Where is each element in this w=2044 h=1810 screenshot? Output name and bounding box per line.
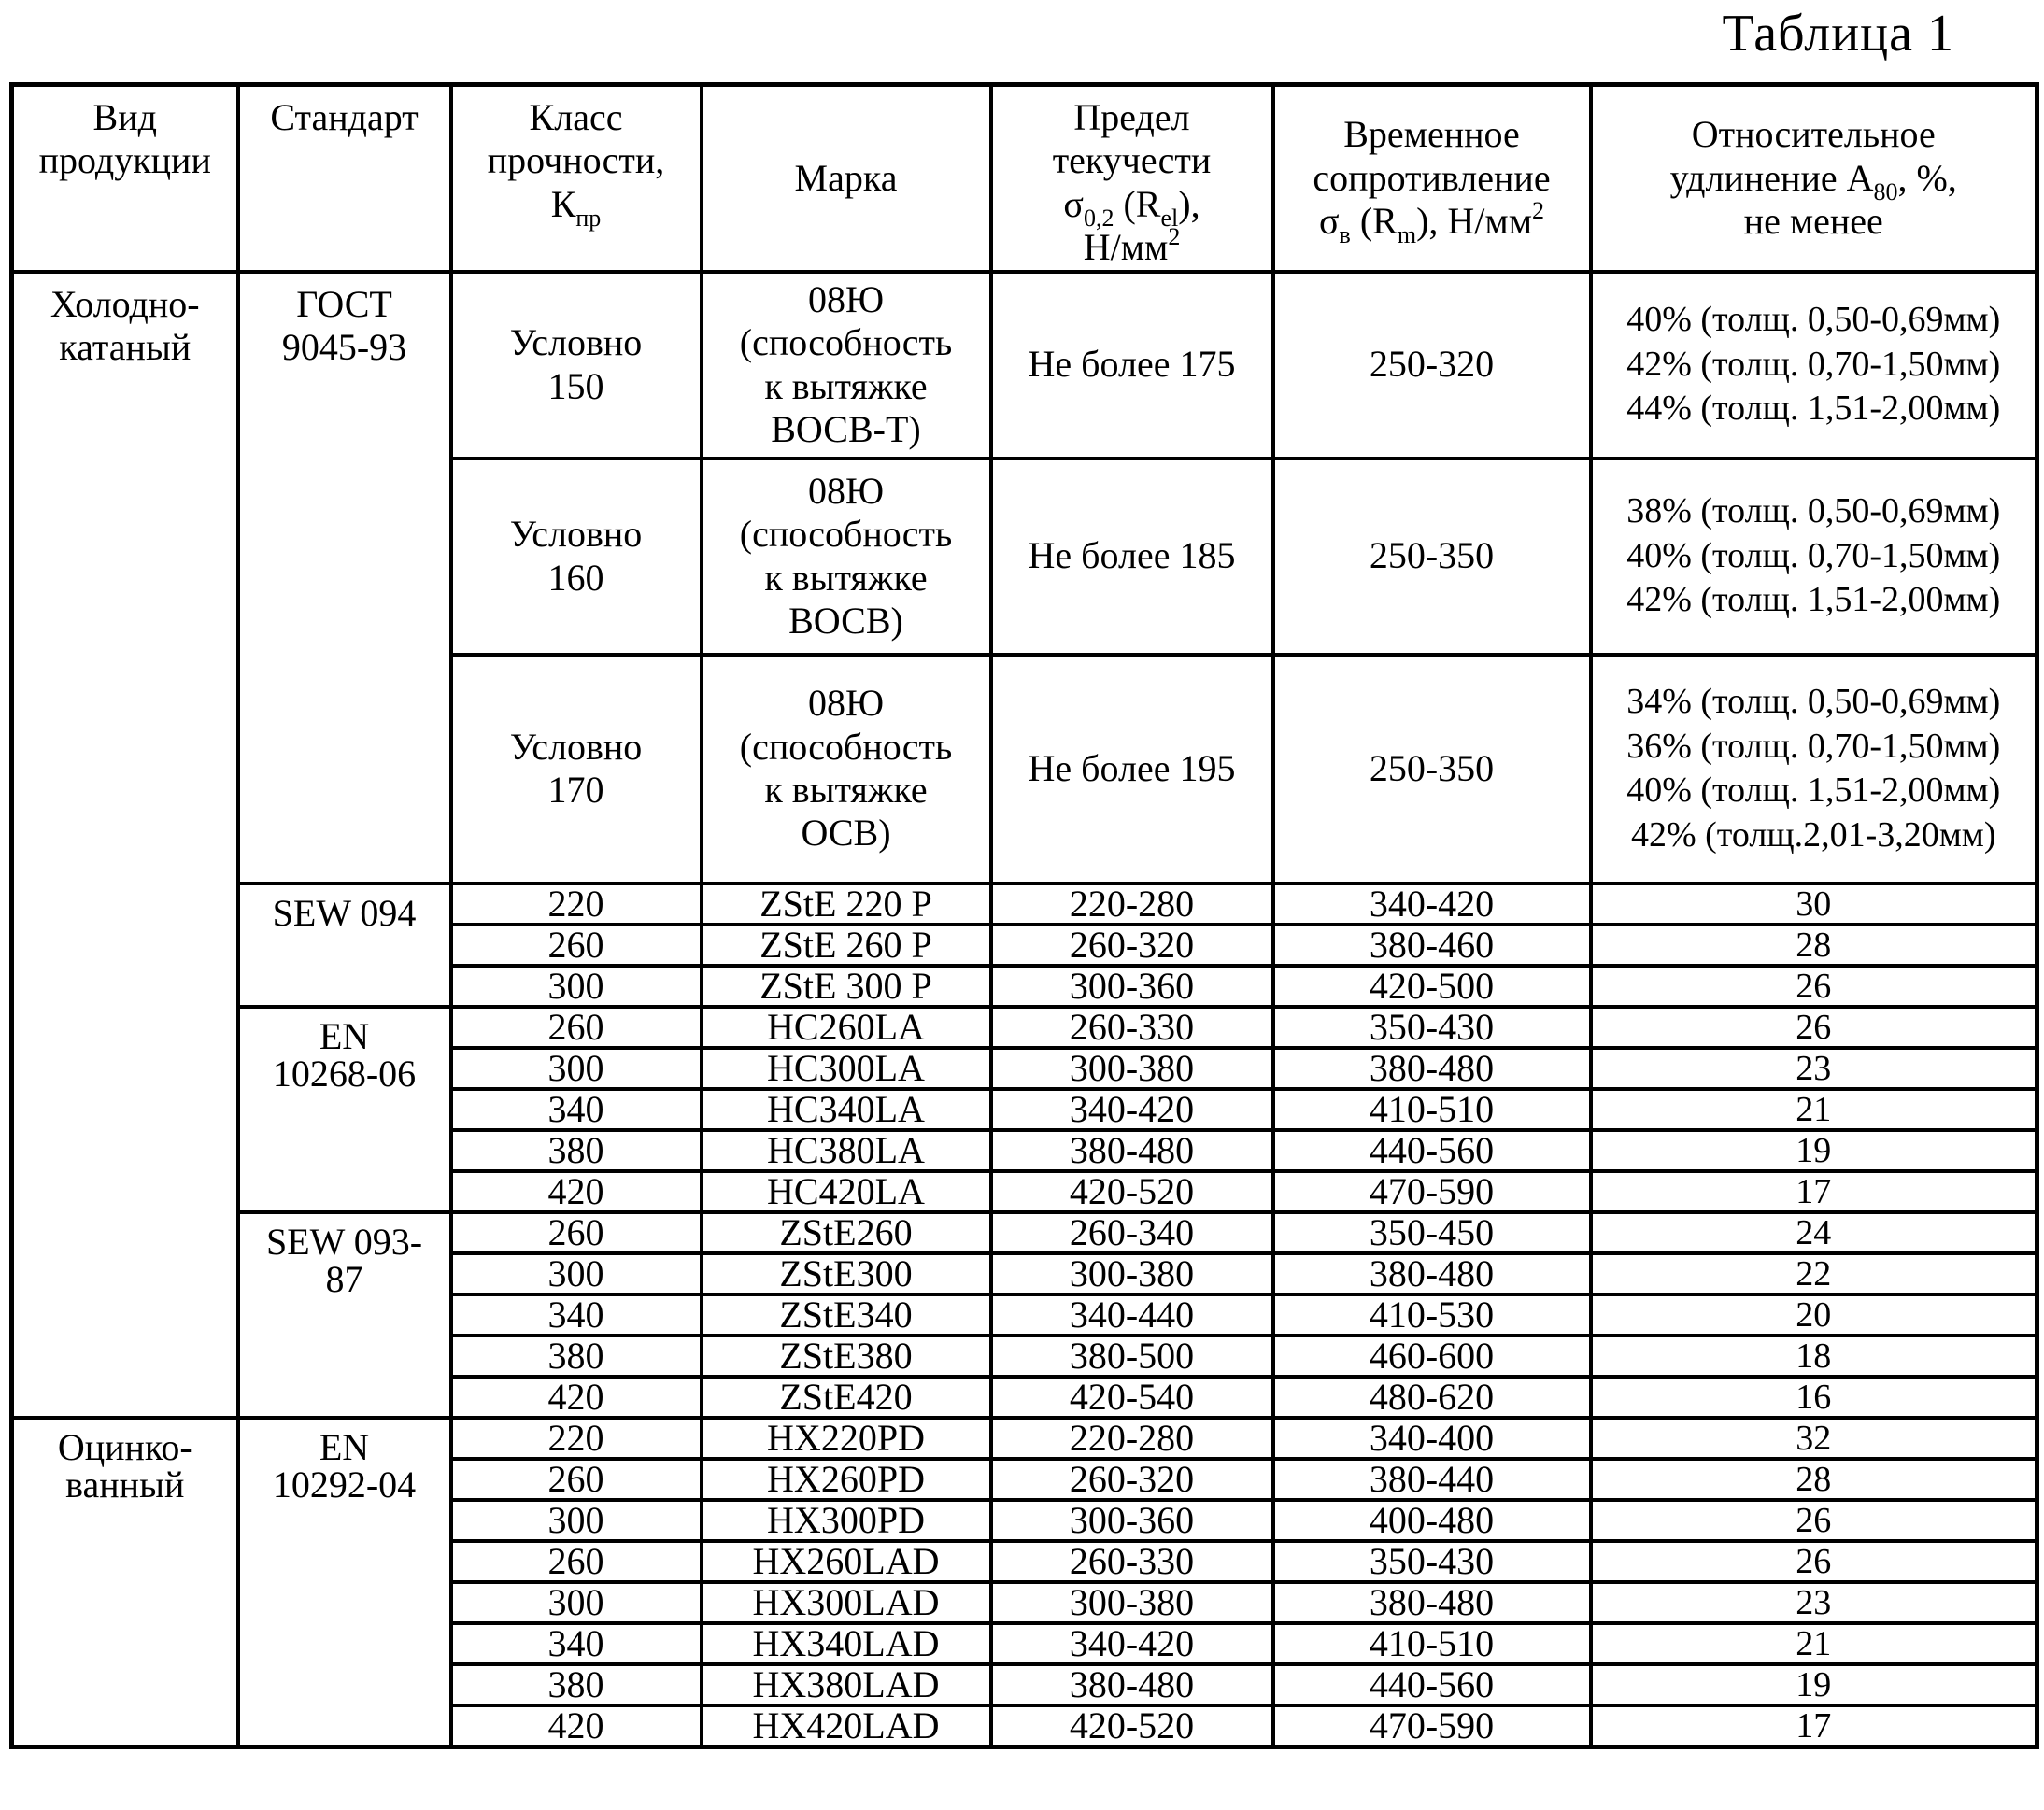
cell-grade: HX220PD xyxy=(702,1418,991,1459)
table-title: Таблица 1 xyxy=(1722,5,1954,63)
cell-yield: Не более 175 xyxy=(991,272,1273,459)
cell-yield: 340-420 xyxy=(991,1089,1273,1130)
cell-strength-class: Условно 150 xyxy=(451,272,702,459)
cell-elongation: 17 xyxy=(1591,1171,2037,1212)
cell-strength-class: 340 xyxy=(451,1089,702,1130)
cell-tensile: 340-420 xyxy=(1273,884,1591,925)
cell-strength-class: 260 xyxy=(451,1541,702,1582)
table-row xyxy=(12,1007,2037,1048)
col-header-strength-class: Класс прочности, $К_{пр}$ xyxy=(451,85,702,272)
cell-yield: 260-320 xyxy=(991,925,1273,966)
cell-tensile: 380-480 xyxy=(1273,1048,1591,1089)
cell-tensile: 250-350 xyxy=(1273,459,1591,655)
cell-elongation: 21 xyxy=(1591,1089,2037,1130)
cell-tensile: 410-510 xyxy=(1273,1089,1591,1130)
cell-grade: HC380LA xyxy=(702,1130,991,1171)
cell-elongation: 20 xyxy=(1591,1294,2037,1336)
col-header-grade: Марка xyxy=(702,85,991,272)
cell-elongation: 38% (толщ. 0,50-0,69мм) 40% (толщ. 0,70-1,50мм) 42% (толщ. 1,51-2,00мм) xyxy=(1591,459,2037,655)
cell-product-type-cold-rolled: Холодно- катаный xyxy=(12,272,238,1418)
cell-tensile: 440-560 xyxy=(1273,1664,1591,1705)
cell-yield: Не более 185 xyxy=(991,459,1273,655)
cell-elongation: 19 xyxy=(1591,1664,2037,1705)
cell-strength-class: 380 xyxy=(451,1130,702,1171)
cell-strength-class: 300 xyxy=(451,1582,702,1623)
cell-strength-class: 340 xyxy=(451,1294,702,1336)
cell-elongation: 26 xyxy=(1591,1007,2037,1048)
cell-elongation: 22 xyxy=(1591,1253,2037,1294)
cell-grade: HX260PD xyxy=(702,1459,991,1500)
cell-grade: HX260LAD xyxy=(702,1541,991,1582)
cell-yield: 340-420 xyxy=(991,1623,1273,1664)
cell-grade: 08Ю (способность к вытяжке ВОСВ) xyxy=(702,459,991,655)
cell-tensile: 380-460 xyxy=(1273,925,1591,966)
cell-tensile: 380-440 xyxy=(1273,1459,1591,1500)
cell-strength-class: 300 xyxy=(451,1048,702,1089)
cell-strength-class: 380 xyxy=(451,1664,702,1705)
cell-tensile: 410-530 xyxy=(1273,1294,1591,1336)
cell-elongation: 28 xyxy=(1591,925,2037,966)
cell-tensile: 420-500 xyxy=(1273,966,1591,1007)
cell-grade: 08Ю (способность к вытяжке ВОСВ-Т) xyxy=(702,272,991,459)
cell-elongation: 23 xyxy=(1591,1582,2037,1623)
cell-grade: HX380LAD xyxy=(702,1664,991,1705)
cell-grade: HC340LA xyxy=(702,1089,991,1130)
cell-elongation: 26 xyxy=(1591,1541,2037,1582)
cell-elongation: 40% (толщ. 0,50-0,69мм) 42% (толщ. 0,70-1,50мм) 44% (толщ. 1,51-2,00мм) xyxy=(1591,272,2037,459)
cell-standard-en10292: EN 10292-04 xyxy=(238,1418,451,1747)
cell-product-type-galvanized: Оцинко- ванный xyxy=(12,1418,238,1747)
cell-elongation: 32 xyxy=(1591,1418,2037,1459)
cell-grade: ZStE340 xyxy=(702,1294,991,1336)
table-row xyxy=(12,272,2037,459)
cell-grade: ZStE 260 P xyxy=(702,925,991,966)
cell-yield: 380-480 xyxy=(991,1130,1273,1171)
cell-tensile: 340-400 xyxy=(1273,1418,1591,1459)
cell-elongation: 18 xyxy=(1591,1336,2037,1377)
cell-elongation: 26 xyxy=(1591,966,2037,1007)
table-row xyxy=(12,884,2037,925)
cell-grade: HC420LA xyxy=(702,1171,991,1212)
cell-strength-class: 260 xyxy=(451,1007,702,1048)
cell-grade: HC260LA xyxy=(702,1007,991,1048)
cell-strength-class: 220 xyxy=(451,884,702,925)
cell-grade: HC300LA xyxy=(702,1048,991,1089)
cell-standard-en10268: EN 10268-06 xyxy=(238,1007,451,1212)
cell-strength-class: 260 xyxy=(451,925,702,966)
cell-yield: 340-440 xyxy=(991,1294,1273,1336)
cell-elongation: 34% (толщ. 0,50-0,69мм) 36% (толщ. 0,70-1,50мм) 40% (толщ. 1,51-2,00мм) 42% (толщ.2,01-3,20мм) xyxy=(1591,655,2037,884)
header-row xyxy=(12,85,2037,272)
cell-grade: ZStE420 xyxy=(702,1377,991,1418)
cell-yield: 380-480 xyxy=(991,1664,1273,1705)
cell-grade: HX340LAD xyxy=(702,1623,991,1664)
cell-yield: Не более 195 xyxy=(991,655,1273,884)
cell-strength-class: 380 xyxy=(451,1336,702,1377)
cell-yield: 420-540 xyxy=(991,1377,1273,1418)
cell-yield: 300-380 xyxy=(991,1048,1273,1089)
table-row xyxy=(12,1418,2037,1459)
cell-strength-class: 300 xyxy=(451,1253,702,1294)
cell-strength-class: 220 xyxy=(451,1418,702,1459)
cell-yield: 260-320 xyxy=(991,1459,1273,1500)
cell-elongation: 26 xyxy=(1591,1500,2037,1541)
cell-tensile: 380-480 xyxy=(1273,1253,1591,1294)
cell-grade: ZStE260 xyxy=(702,1212,991,1253)
cell-yield: 300-360 xyxy=(991,1500,1273,1541)
cell-grade: HX420LAD xyxy=(702,1705,991,1747)
cell-standard-sew093: SEW 093- 87 xyxy=(238,1212,451,1418)
cell-elongation: 24 xyxy=(1591,1212,2037,1253)
cell-strength-class: 300 xyxy=(451,1500,702,1541)
cell-yield: 220-280 xyxy=(991,884,1273,925)
cell-tensile: 440-560 xyxy=(1273,1130,1591,1171)
cell-strength-class: 420 xyxy=(451,1171,702,1212)
cell-tensile: 460-600 xyxy=(1273,1336,1591,1377)
cell-strength-class: 260 xyxy=(451,1212,702,1253)
cell-standard-gost: ГОСТ 9045-93 xyxy=(238,272,451,884)
cell-tensile: 250-320 xyxy=(1273,272,1591,459)
cell-tensile: 410-510 xyxy=(1273,1623,1591,1664)
cell-yield: 260-340 xyxy=(991,1212,1273,1253)
cell-yield: 300-380 xyxy=(991,1253,1273,1294)
cell-grade: HX300LAD xyxy=(702,1582,991,1623)
steel-grades-table xyxy=(9,82,2039,1749)
cell-grade: ZStE 220 P xyxy=(702,884,991,925)
cell-grade: HX300PD xyxy=(702,1500,991,1541)
cell-yield: 220-280 xyxy=(991,1418,1273,1459)
cell-yield: 300-380 xyxy=(991,1582,1273,1623)
cell-strength-class: 300 xyxy=(451,966,702,1007)
cell-tensile: 400-480 xyxy=(1273,1500,1591,1541)
cell-elongation: 28 xyxy=(1591,1459,2037,1500)
cell-yield: 380-500 xyxy=(991,1336,1273,1377)
cell-strength-class: 420 xyxy=(451,1377,702,1418)
col-header-elongation: Относительное удлинение $А_{80}$, %, не менее xyxy=(1591,85,2037,272)
col-header-yield-strength: Предел текучести $\sigma_{0,2}$ $(R_{el})$, $Н/мм^2$ xyxy=(991,85,1273,272)
col-header-tensile-strength: Временное сопротивление $\sigma_в$ $(R_m)$, $Н/мм^2$ xyxy=(1273,85,1591,272)
cell-yield: 260-330 xyxy=(991,1007,1273,1048)
cell-strength-class: 260 xyxy=(451,1459,702,1500)
cell-tensile: 350-450 xyxy=(1273,1212,1591,1253)
cell-grade: ZStE 300 P xyxy=(702,966,991,1007)
cell-elongation: 19 xyxy=(1591,1130,2037,1171)
table-row xyxy=(12,1212,2037,1253)
cell-elongation: 21 xyxy=(1591,1623,2037,1664)
cell-yield: 260-330 xyxy=(991,1541,1273,1582)
cell-elongation: 17 xyxy=(1591,1705,2037,1747)
cell-yield: 420-520 xyxy=(991,1171,1273,1212)
cell-strength-class: 420 xyxy=(451,1705,702,1747)
cell-strength-class: 340 xyxy=(451,1623,702,1664)
cell-elongation: 30 xyxy=(1591,884,2037,925)
cell-standard-sew094: SEW 094 xyxy=(238,884,451,1007)
cell-grade: ZStE300 xyxy=(702,1253,991,1294)
col-header-standard: Стандарт xyxy=(238,85,451,272)
cell-elongation: 23 xyxy=(1591,1048,2037,1089)
cell-tensile: 250-350 xyxy=(1273,655,1591,884)
cell-elongation: 16 xyxy=(1591,1377,2037,1418)
cell-tensile: 470-590 xyxy=(1273,1705,1591,1747)
cell-strength-class: Условно 170 xyxy=(451,655,702,884)
cell-tensile: 480-620 xyxy=(1273,1377,1591,1418)
cell-strength-class: Условно 160 xyxy=(451,459,702,655)
cell-tensile: 350-430 xyxy=(1273,1541,1591,1582)
col-header-product-type: Вид продукции xyxy=(12,85,238,272)
cell-yield: 420-520 xyxy=(991,1705,1273,1747)
cell-tensile: 470-590 xyxy=(1273,1171,1591,1212)
cell-grade: ZStE380 xyxy=(702,1336,991,1377)
cell-grade: 08Ю (способность к вытяжке ОСВ) xyxy=(702,655,991,884)
cell-tensile: 350-430 xyxy=(1273,1007,1591,1048)
cell-yield: 300-360 xyxy=(991,966,1273,1007)
cell-tensile: 380-480 xyxy=(1273,1582,1591,1623)
